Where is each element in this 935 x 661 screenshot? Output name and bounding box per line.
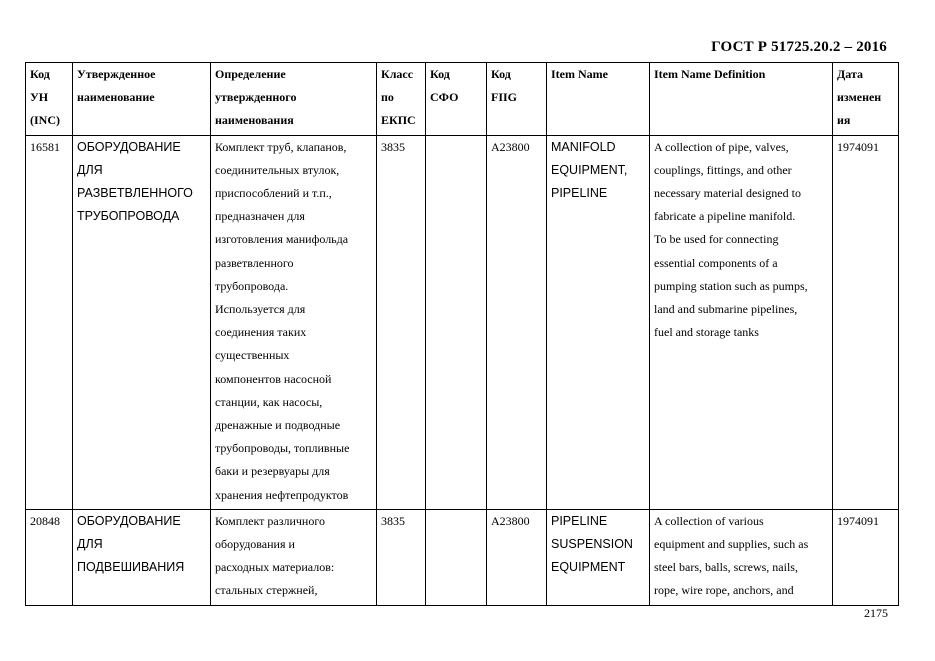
table-row [26,135,899,509]
catalog-table [25,62,899,606]
cell-item-name: MANIFOLD EQUIPMENT, PIPELINE [547,135,650,509]
cell-approved-name: ОБОРУДОВАНИЕ ДЛЯ ПОДВЕШИВАНИЯ [73,509,211,605]
cell-sfo [426,135,487,509]
cell-sfo [426,509,487,605]
header-inc: Код УН (INC) [26,63,73,136]
header-fiig: Код FIIG [487,63,547,136]
header-date: Дата изменен ия [833,63,899,136]
page-number: 2175 [864,606,888,620]
header-class: Класс по ЕКПС [377,63,426,136]
cell-fiig: A23800 [487,135,547,509]
cell-item-name: PIPELINE SUSPENSION EQUIPMENT [547,509,650,605]
cell-class: 3835 [377,509,426,605]
cell-definition: Комплект труб, клапанов, соединительных втулок, приспособлений и т.п., предназначен для изготовления манифольда разветвленного трубопровода. Используется для соединения таких существенных компонентов насосной станции, как насосы, дренажные и подводные трубопроводы, топливные баки и резервуары для хранения нефтепродуктов [211,135,377,509]
cell-inc: 16581 [26,135,73,509]
cell-item-definition: A collection of pipe, valves, couplings, fittings, and other necessary material designed to fabricate a pipeline manifold. To be used for connecting essential components of a pumping station such as pumps, land and submarine pipelines, fuel and storage tanks [650,135,833,509]
cell-definition: Комплект различного оборудования и расходных материалов: стальных стержней, [211,509,377,605]
cell-approved-name: ОБОРУДОВАНИЕ ДЛЯ РАЗВЕТВЛЕННОГО ТРУБОПРОВОДА [73,135,211,509]
header-approved-name: Утвержденное наименование [73,63,211,136]
cell-inc: 20848 [26,509,73,605]
header-definition: Определение утвержденного наименования [211,63,377,136]
cell-class: 3835 [377,135,426,509]
table-row [26,509,899,605]
cell-date: 1974091 [833,509,899,605]
document-standard-header: ГОСТ Р 51725.20.2 – 2016 [711,39,887,55]
cell-fiig: A23800 [487,509,547,605]
cell-date: 1974091 [833,135,899,509]
header-sfo: Код СФО [426,63,487,136]
header-item-definition: Item Name Definition [650,63,833,136]
table-header-row [26,63,899,136]
cell-item-definition: A collection of various equipment and supplies, such as steel bars, balls, screws, nails, rope, wire rope, anchors, and [650,509,833,605]
header-item-name: Item Name [547,63,650,136]
